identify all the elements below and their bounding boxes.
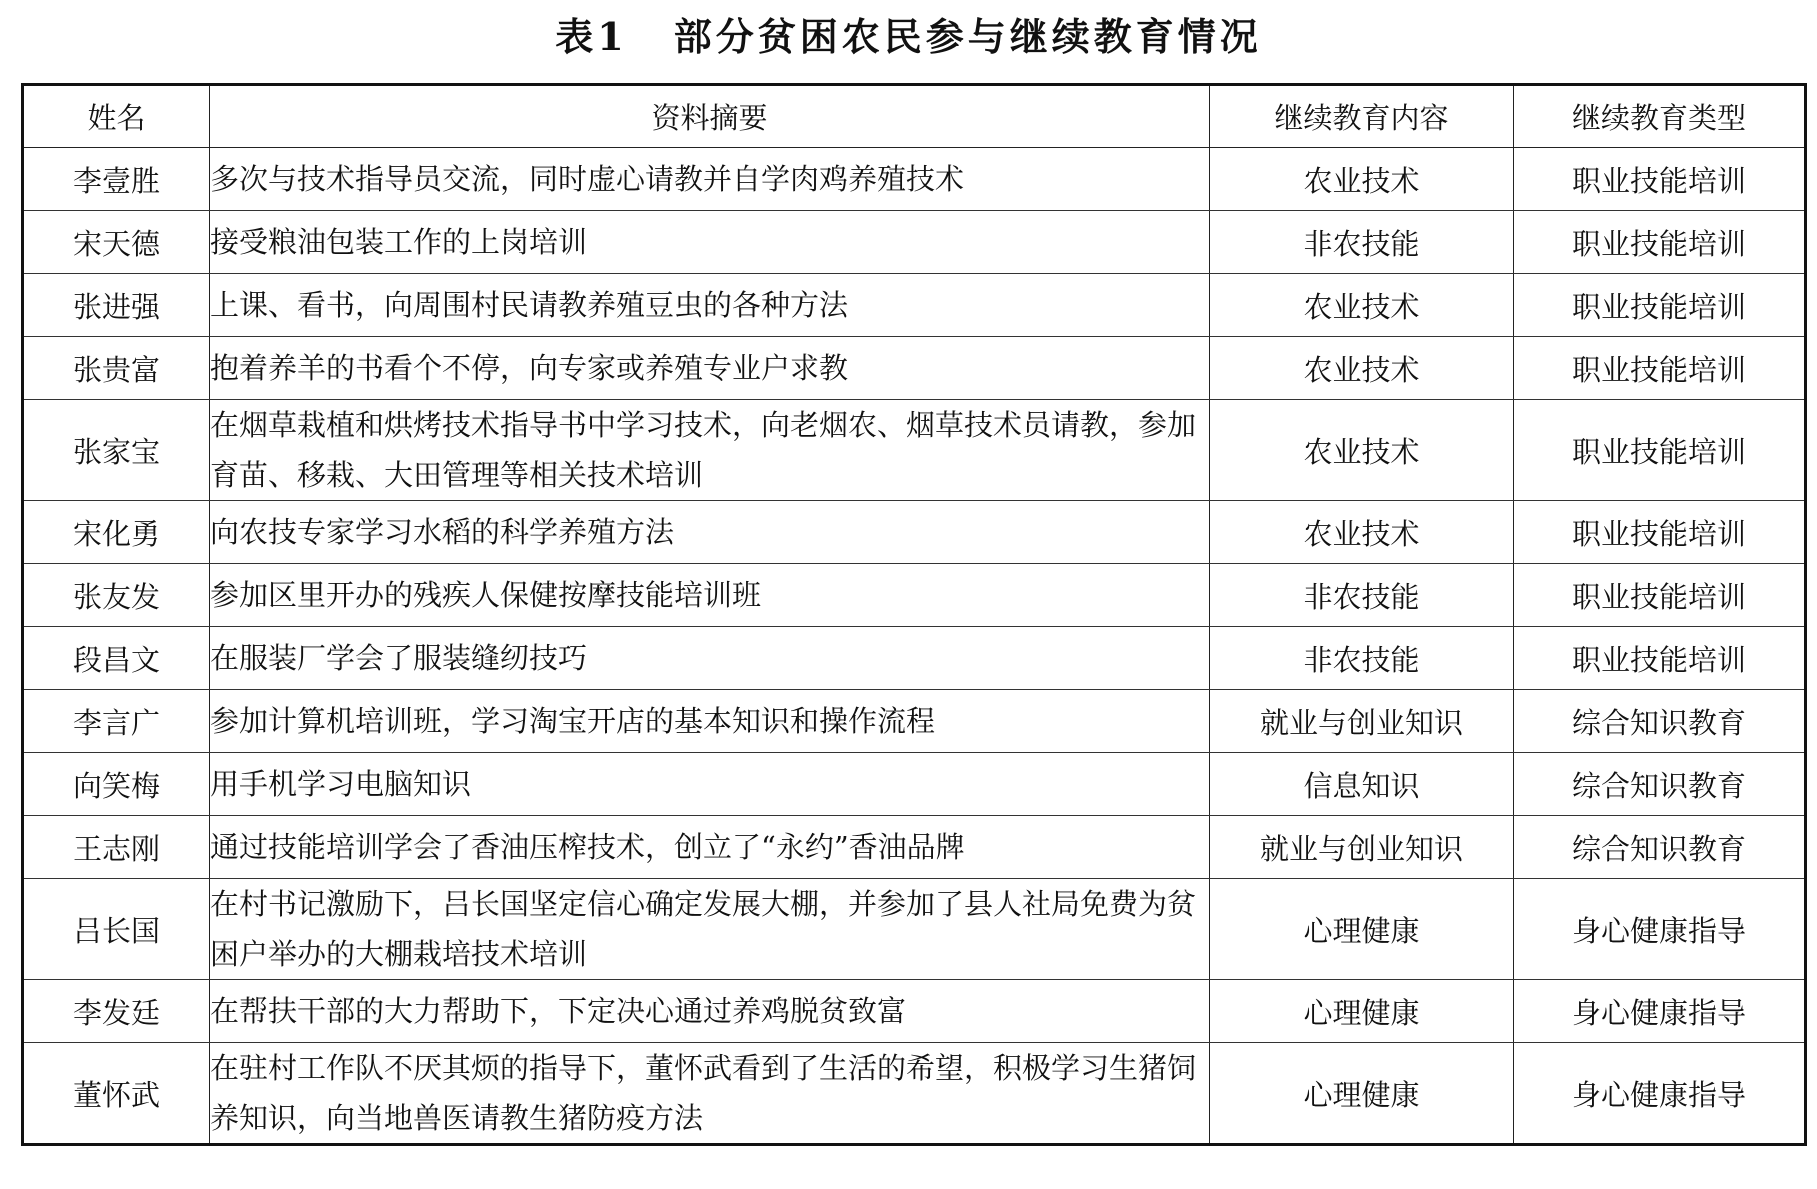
education-table xyxy=(21,83,1807,1146)
cell-content: 农业技术 xyxy=(1210,337,1514,400)
cell-summary: 在村书记激励下，吕长国坚定信心确定发展大棚，并参加了县人社局免费为贫困户举办的大棚栽培技术培训 xyxy=(210,879,1210,980)
cell-name: 张进强 xyxy=(23,274,210,337)
cell-summary: 参加区里开办的残疾人保健按摩技能培训班 xyxy=(210,564,1210,627)
table-row xyxy=(23,148,1806,211)
cell-type: 职业技能培训 xyxy=(1514,501,1806,564)
cell-name: 张贵富 xyxy=(23,337,210,400)
cell-content: 农业技术 xyxy=(1210,400,1514,501)
table-row xyxy=(23,1043,1806,1145)
cell-summary: 在驻村工作队不厌其烦的指导下，董怀武看到了生活的希望，积极学习生猪饲养知识，向当地兽医请教生猪防疫方法 xyxy=(210,1043,1210,1145)
cell-summary: 抱着养羊的书看个不停，向专家或养殖专业户求教 xyxy=(210,337,1210,400)
cell-summary: 向农技专家学习水稻的科学养殖方法 xyxy=(210,501,1210,564)
header-type: 继续教育类型 xyxy=(1514,85,1806,148)
cell-summary: 接受粮油包装工作的上岗培训 xyxy=(210,211,1210,274)
cell-summary: 在烟草栽植和烘烤技术指导书中学习技术，向老烟农、烟草技术员请教，参加育苗、移栽、大田管理等相关技术培训 xyxy=(210,400,1210,501)
cell-name: 吕长国 xyxy=(23,879,210,980)
cell-content: 就业与创业知识 xyxy=(1210,816,1514,879)
table-row xyxy=(23,211,1806,274)
cell-name: 王志刚 xyxy=(23,816,210,879)
cell-name: 宋天德 xyxy=(23,211,210,274)
cell-content: 就业与创业知识 xyxy=(1210,690,1514,753)
header-content: 继续教育内容 xyxy=(1210,85,1514,148)
table-row xyxy=(23,627,1806,690)
table-row xyxy=(23,337,1806,400)
cell-content: 非农技能 xyxy=(1210,564,1514,627)
cell-type: 身心健康指导 xyxy=(1514,1043,1806,1145)
cell-type: 综合知识教育 xyxy=(1514,753,1806,816)
cell-type: 职业技能培训 xyxy=(1514,211,1806,274)
cell-summary: 通过技能培训学会了香油压榨技术，创立了“永约”香油品牌 xyxy=(210,816,1210,879)
table-row xyxy=(23,564,1806,627)
cell-content: 农业技术 xyxy=(1210,274,1514,337)
cell-type: 综合知识教育 xyxy=(1514,690,1806,753)
cell-type: 职业技能培训 xyxy=(1514,274,1806,337)
cell-content: 非农技能 xyxy=(1210,211,1514,274)
header-summary: 资料摘要 xyxy=(210,85,1210,148)
table-row xyxy=(23,816,1806,879)
cell-type: 职业技能培训 xyxy=(1514,564,1806,627)
cell-name: 宋化勇 xyxy=(23,501,210,564)
cell-name: 李言广 xyxy=(23,690,210,753)
cell-content: 信息知识 xyxy=(1210,753,1514,816)
cell-type: 职业技能培训 xyxy=(1514,627,1806,690)
table-caption xyxy=(0,8,1817,66)
header-name: 姓名 xyxy=(23,85,210,148)
cell-summary: 上课、看书，向周围村民请教养殖豆虫的各种方法 xyxy=(210,274,1210,337)
cell-name: 向笑梅 xyxy=(23,753,210,816)
cell-summary: 多次与技术指导员交流，同时虚心请教并自学肉鸡养殖技术 xyxy=(210,148,1210,211)
table-row xyxy=(23,274,1806,337)
cell-type: 职业技能培训 xyxy=(1514,148,1806,211)
table-row xyxy=(23,501,1806,564)
cell-content: 心理健康 xyxy=(1210,980,1514,1043)
header-row xyxy=(23,85,1806,148)
cell-type: 综合知识教育 xyxy=(1514,816,1806,879)
cell-name: 李发廷 xyxy=(23,980,210,1043)
cell-summary: 参加计算机培训班，学习淘宝开店的基本知识和操作流程 xyxy=(210,690,1210,753)
table-row xyxy=(23,753,1806,816)
table-row xyxy=(23,980,1806,1043)
cell-name: 张家宝 xyxy=(23,400,210,501)
table-row xyxy=(23,879,1806,980)
table-title: 部分贫困农民参与继续教育情况 xyxy=(673,14,1262,59)
table-row xyxy=(23,400,1806,501)
cell-type: 身心健康指导 xyxy=(1514,980,1806,1043)
table-row xyxy=(23,690,1806,753)
cell-summary: 在帮扶干部的大力帮助下，下定决心通过养鸡脱贫致富 xyxy=(210,980,1210,1043)
cell-type: 职业技能培训 xyxy=(1514,400,1806,501)
cell-content: 心理健康 xyxy=(1210,1043,1514,1145)
cell-name: 张友发 xyxy=(23,564,210,627)
table-number: 表1 xyxy=(555,14,628,59)
cell-content: 农业技术 xyxy=(1210,501,1514,564)
cell-type: 身心健康指导 xyxy=(1514,879,1806,980)
cell-summary: 用手机学习电脑知识 xyxy=(210,753,1210,816)
cell-name: 董怀武 xyxy=(23,1043,210,1145)
cell-content: 农业技术 xyxy=(1210,148,1514,211)
cell-type: 职业技能培训 xyxy=(1514,337,1806,400)
cell-name: 李壹胜 xyxy=(23,148,210,211)
cell-content: 非农技能 xyxy=(1210,627,1514,690)
cell-name: 段昌文 xyxy=(23,627,210,690)
cell-summary: 在服装厂学会了服装缝纫技巧 xyxy=(210,627,1210,690)
cell-content: 心理健康 xyxy=(1210,879,1514,980)
